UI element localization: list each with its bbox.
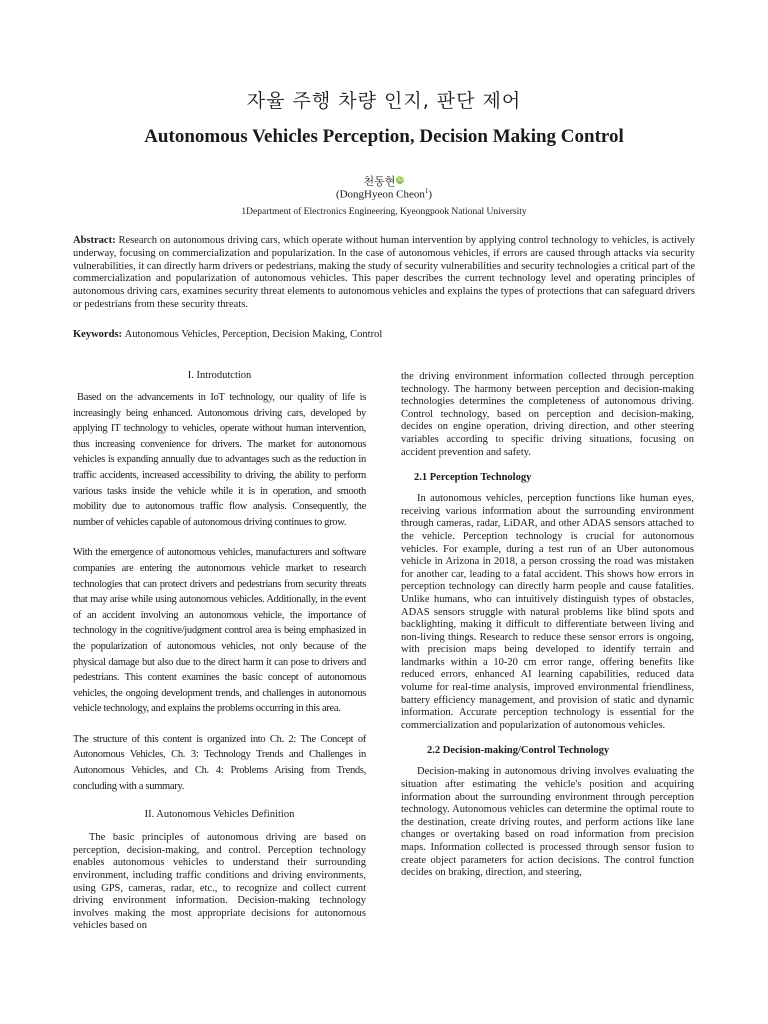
author-name-english: (DongHyeon Cheon — [335, 188, 425, 201]
intro-paragraph-2: With the emergence of autonomous vehicles, manufacturers and software companies are entering the autonomous vehicle market to research technologies that can protect drivers and pedestrians from security threats that may arise while using autonomous vehicles. Additionally, in the event of an accident involving an autonomous vehicle, the importance of technology in the cognitive/judgment control area is being emphasized in the popularization of autonomous vehicles, not only because of the physical damage but also due to the direct harm it can pose to drivers and pedestrians. This content examines the basic concept of autonomous vehicles, the ongoing development trends, and challenges in autonomous vehicle technology, and explains the problems occurring in this area. — [73, 547, 366, 715]
intro-paragraph-3: The structure of this content is organized into Ch. 2: The Concept of Autonomous Vehicles, Ch. 3: Technology Trends and Challenges in Autonomous Vehicles, and Ch. 4: Problems Arising from Trends, concluding with a summary. — [73, 733, 366, 792]
title-korean: 자율 주행 차량 인지, 판단 제어 — [246, 90, 522, 112]
author-english — [0, 187, 768, 201]
author-name-close: ) — [428, 188, 433, 201]
section-heading-definition: II. Autonomous Vehicles Definition — [144, 809, 295, 821]
author-name-korean: 천동현 — [363, 175, 396, 188]
definition-paragraph: The basic principles of autonomous driving are based on perception, decision-making, and control. Perception technology enables autonomous vehicles to understand their surrounding environment, including traffic conditions and driving environments, using GPS, cameras, radar, etc., to recognize and collect current driving environment information. Decision-making technology involves making the most appropriate decisions for autonomous vehicles based on — [73, 832, 366, 932]
left-column — [73, 370, 366, 933]
subsection-heading-perception: 2.1 Perception Technology — [414, 472, 532, 484]
subsection-heading-decision-control: 2.2 Decision-making/Control Technology — [427, 745, 610, 757]
keywords-text: Autonomous Vehicles, Perception, Decision Making, Control — [124, 329, 383, 340]
keywords-label: Keywords: — [73, 329, 122, 340]
abstract-text: Research on autonomous driving cars, which operate without human intervention by applying control technology to vehicles, is actively underway, focusing on commercialization and popularization. In the case of autonomous vehicles, if errors are caused through attacks via security vulnerabilities, it can directly harm drivers or pedestrians, making the study of security vulnerabilities and security technologies a critical part of the commercialization and popularization of autonomous vehicles. This paper describes the current technology level and operating principles of autonomous driving cars, examines security threat elements to autonomous vehicles and explains the types of protections that can safeguard drivers or pedestrians from these security threats. — [73, 235, 695, 310]
abstract-label: Abstract: — [73, 235, 116, 246]
section-heading-introduction: I. Introdutction — [187, 370, 252, 381]
intro-paragraph-1: Based on the advancements in IoT technology, our quality of life is increasingly being enhanced. Autonomous driving cars, developed by applying IT technology to vehicles, operate without human intervention, thus increasing convenience for drivers. The market for autonomous vehicles is expanding annually due to advantages such as the reduction in traffic accidents, increased accessibility to driving, the ability to perform various tasks inside the vehicle while it is in operation, and smooth mobility due to autonomous traffic flow analysis. Consequently, the number of vehicles capable of autonomous driving continues to grow. — [73, 392, 366, 528]
right-column — [401, 371, 694, 880]
keywords — [73, 329, 695, 340]
author-affil-marker: 1 — [424, 187, 429, 195]
abstract — [73, 235, 695, 312]
perception-paragraph: In autonomous vehicles, perception functions like human eyes, receiving various information about the surrounding environment through cameras, radar, LiDAR, and other ADAS sensors attached to the vehicle. Perception technology is crucial for autonomous vehicles. For example, during a test run of an Uber autonomous vehicle in Arizona in 2018, a person crossing the road was mistaken for another car, leading to a fatal accident. This shows how errors in perception technology can directly harm people and cause fatalities. Unlike humans, who can intuitively distinguish types of obstacles, ADAS sensors struggle with natural problems like blind spots and backlighting, making it difficult to differentiate between living and non-living things. Research to reduce these sensor errors is ongoing, with precision maps being developed to identify terrain and landmarks within a 10-20 cm error range, offering benefits like reduced errors, enhanced AI learning capabilities, reduced data volume for real-time analysis, improved environmental friendliness, battery efficiency management, and provision of static and dynamic information. Accurate perception technology is essential for the commercialization and popularization of autonomous vehicles. — [401, 493, 694, 731]
definition-paragraph-continued: the driving environment information collected through perception technology. The harmony between perception and decision-making technologies determines the completeness of autonomous driving. Control technology, based on perception and decision-making, decides on engine operation, driving direction, and other steering variables according to specific driving situations, focusing on accident prevention and safety. — [401, 371, 694, 458]
decision-control-paragraph: Decision-making in autonomous driving involves evaluating the situation after estimating the vehicle's position and acquiring information about the surrounding environment through perception technology. Autonomous vehicles can determine the optimal route to the destination, create driving routes, and perform actions like lane changes or overtaking based on road information from precision maps. Information collected is processed through sensor fusion to create object parameters for action decisions. The control function decides on braking, direction, and steering, — [401, 766, 694, 879]
title-english: Autonomous Vehicles Perception, Decision Making Control — [144, 126, 624, 147]
affiliation: 1Department of Electronics Engineering, Kyeongpook National University — [241, 207, 527, 217]
orcid-icon[interactable]: iD — [397, 176, 404, 183]
